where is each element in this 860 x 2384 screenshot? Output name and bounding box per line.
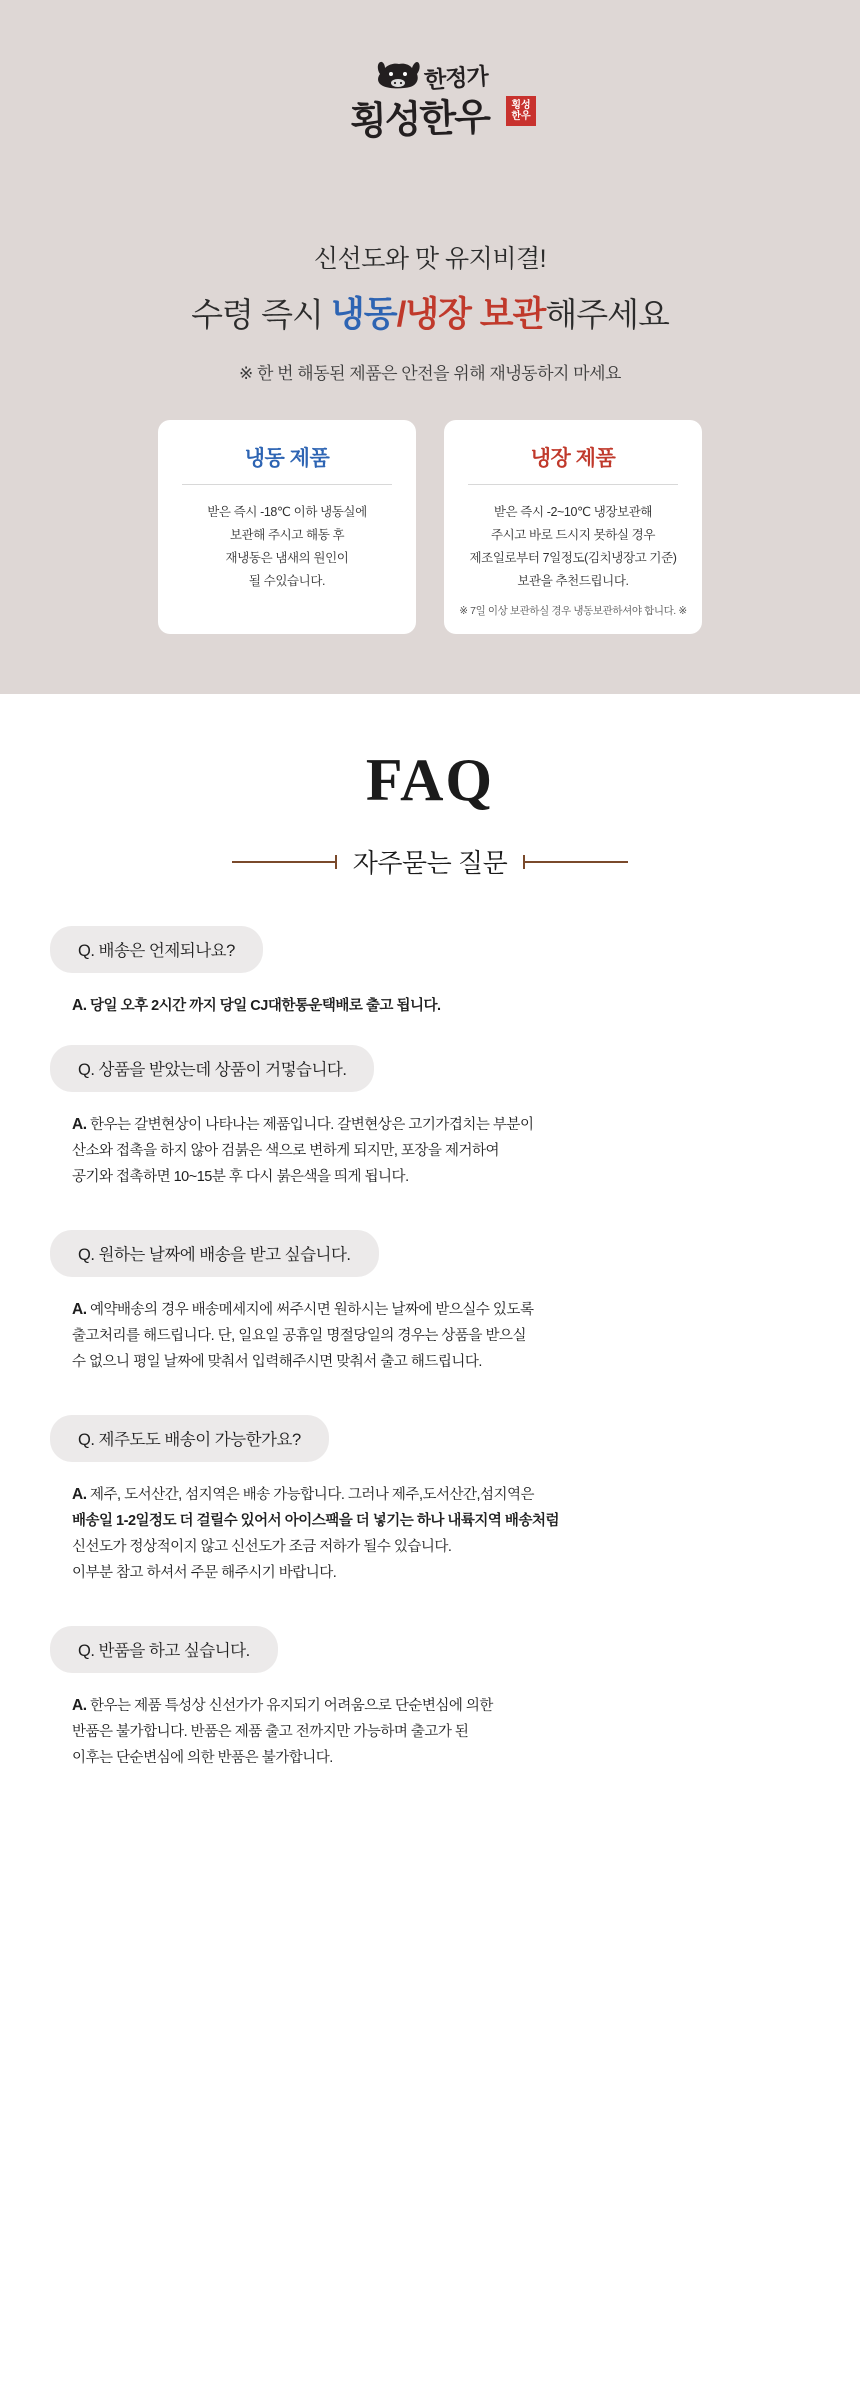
storage-card-chilled-line-4: 보관을 추천드립니다.	[517, 574, 629, 588]
faq-item	[50, 1626, 810, 1771]
storage-title	[0, 287, 860, 337]
storage-card-frozen-line-1: 받은 즉시 -18℃ 이하 냉동실에	[207, 505, 367, 519]
faq-answer-line-2: 반품은 불가합니다. 반품은 제품 출고 전까지만 가능하며 출고가 된	[72, 1724, 469, 1740]
faq-item	[50, 926, 810, 1019]
faq-answer-mark: A.	[72, 997, 87, 1014]
faq-answer-mark: A.	[72, 1116, 87, 1133]
faq-answer-line-1: 한우는 갈변현상이 나타나는 제품입니다. 갈변현상은 고기가겹치는 부분이	[90, 1117, 534, 1133]
faq-answer-line-1: 당일 오후 2시간 까지 당일 CJ대한통운택배로 출고 됩니다.	[90, 998, 441, 1014]
faq-subtitle-wrap	[0, 843, 860, 880]
faq-answer-line-1: 제주, 도서산간, 섬지역은 배송 가능합니다. 그러나 제주,도서산간,섬지역은	[90, 1487, 535, 1503]
faq-answer	[72, 1482, 810, 1586]
faq-subtitle: 자주묻는 질문	[352, 848, 508, 878]
storage-card-chilled-body	[458, 501, 688, 618]
storage-headline: 신선도와 맛 유지비결!	[313, 245, 547, 273]
faq-title: FAQ	[365, 747, 495, 813]
faq-answer-line-1: 예약배송의 경우 배송메세지에 써주시면 원하시는 날짜에 받으실수 있도록	[90, 1302, 534, 1318]
faq-item	[50, 1415, 810, 1586]
storage-card-frozen-line-3: 재냉동은 냄새의 원인이	[225, 551, 349, 565]
faq-question[interactable]: Q. 제주도도 배송이 가능한가요?	[50, 1415, 329, 1462]
storage-card-chilled-line-3: 제조일로부터 7일정도(김치냉장고 기준)	[469, 551, 677, 565]
faq-answer-line-2: 출고처리를 해드립니다. 단, 일요일 공휴일 명절당일의 경우는 상품을 받으실	[72, 1328, 526, 1344]
faq-item	[50, 1230, 810, 1375]
brand-logo	[315, 58, 545, 155]
faq-answer-line-3: 공기와 접촉하면 10~15분 후 다시 붉은색을 띄게 됩니다.	[72, 1169, 409, 1185]
faq-answer-mark: A.	[72, 1301, 87, 1318]
faq-item	[50, 1045, 810, 1190]
storage-card-frozen-title: 냉동 제품	[182, 442, 392, 485]
brand-stamp: 횡성한우	[506, 96, 536, 126]
storage-card-chilled-line-2: 주시고 바로 드시지 못하실 경우	[490, 528, 656, 542]
faq-answer	[72, 1693, 810, 1771]
faq-answer	[72, 1297, 810, 1375]
brand-main-text: 횡성한우	[349, 96, 490, 144]
faq-answer-mark: A.	[72, 1697, 87, 1714]
rule-left	[232, 855, 337, 869]
faq-answer-line-3: 이후는 단순변심에 의한 반품은 불가합니다.	[72, 1750, 333, 1766]
storage-title-prefix: 수령 즉시	[191, 296, 331, 333]
storage-card-frozen-line-4: 될 수있습니다.	[248, 574, 326, 588]
faq-answer	[72, 1112, 810, 1190]
storage-card-chilled-line-1: 받은 즉시 -2~10℃ 냉장보관해	[493, 505, 653, 519]
faq-answer	[72, 993, 810, 1019]
storage-note: ※ 한 번 해동된 제품은 안전을 위해 재냉동하지 마세요	[239, 364, 621, 383]
faq-answer-line-3: 신선도가 정상적이지 않고 신선도가 조금 저하가 될수 있습니다.	[72, 1539, 452, 1555]
storage-card-frozen	[158, 420, 416, 634]
rule-right	[523, 855, 628, 869]
storage-card-frozen-line-2: 보관해 주시고 해동 후	[229, 528, 345, 542]
storage-cards	[0, 420, 860, 634]
storage-guide-section	[0, 0, 860, 694]
storage-card-chilled-title: 냉장 제품	[468, 442, 678, 485]
storage-title-frozen: 냉동	[331, 295, 397, 334]
faq-section	[0, 694, 860, 1861]
faq-question[interactable]: Q. 상품을 받았는데 상품이 거멓습니다.	[50, 1045, 374, 1092]
faq-answer-line-2: 배송일 1-2일정도 더 걸릴수 있어서 아이스팩을 더 넣기는 하나 내륙지역 배송처럼	[72, 1513, 559, 1529]
faq-list	[50, 926, 810, 1771]
faq-question[interactable]: Q. 원하는 날짜에 배송을 받고 싶습니다.	[50, 1230, 379, 1277]
storage-card-frozen-body	[172, 501, 402, 593]
cow-icon	[372, 58, 422, 92]
faq-answer-line-2: 산소와 접촉을 하지 않아 검붉은 색으로 변하게 되지만, 포장을 제거하여	[72, 1143, 499, 1159]
faq-answer-mark: A.	[72, 1486, 87, 1503]
storage-card-chilled	[444, 420, 702, 634]
faq-question[interactable]: Q. 반품을 하고 싶습니다.	[50, 1626, 278, 1673]
faq-answer-line-1: 한우는 제품 특성상 신선가가 유지되기 어려움으로 단순변심에 의한	[90, 1698, 493, 1714]
faq-question[interactable]: Q. 배송은 언제되나요?	[50, 926, 263, 973]
storage-title-separator: /	[396, 295, 406, 334]
brand-top-text: 한정가	[423, 63, 489, 94]
faq-answer-line-4: 이부분 참고 하셔서 주문 해주시기 바랍니다.	[72, 1565, 337, 1581]
storage-card-chilled-foot: ※ 7일 이상 보관하실 경우 냉동보관하셔야 합니다. ※	[459, 605, 687, 617]
storage-title-chilled: 냉장 보관	[405, 295, 546, 334]
faq-answer-line-3: 수 없으니 평일 날짜에 맞춰서 입력해주시면 맞춰서 출고 해드립니다.	[72, 1354, 482, 1370]
storage-title-suffix: 해주세요	[545, 296, 669, 333]
